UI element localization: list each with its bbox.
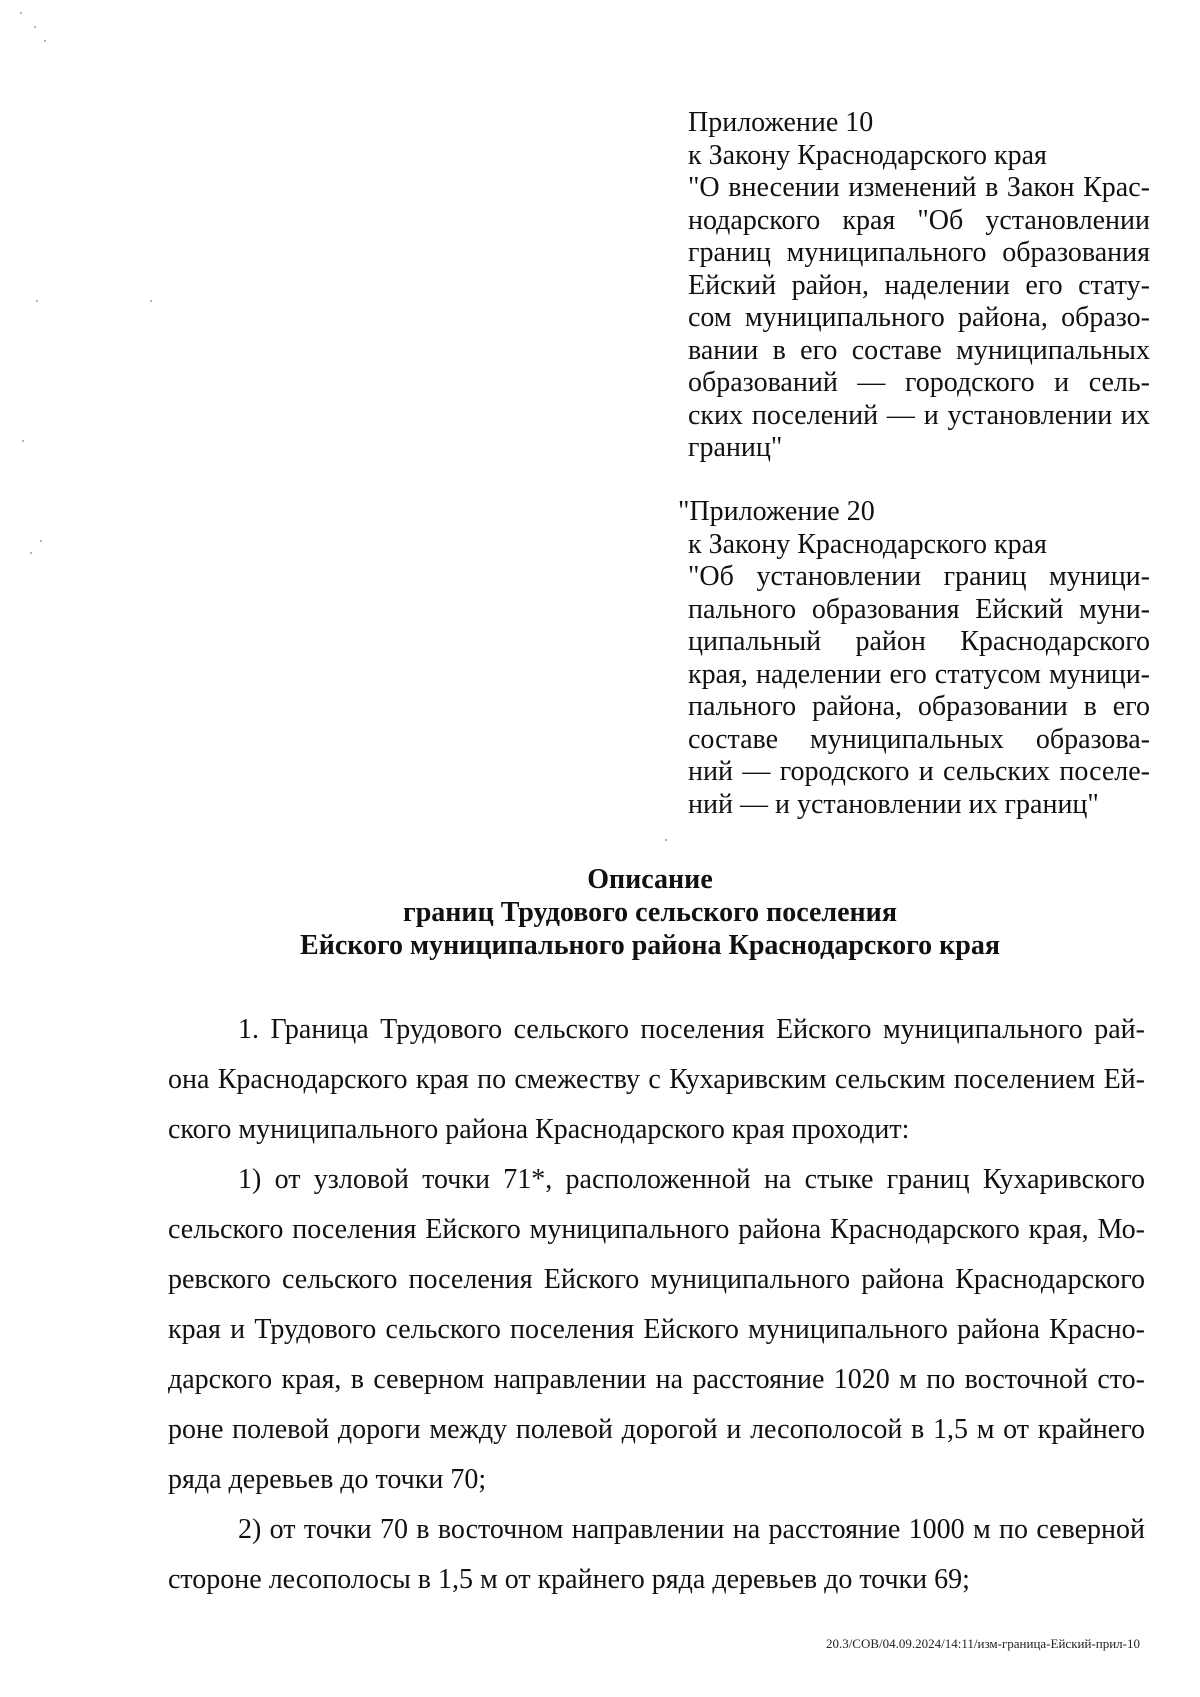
paragraph-1	[168, 1005, 1145, 1155]
scan-speck	[665, 839, 667, 841]
title-line-2: границ Трудового сельского поселения	[403, 897, 897, 928]
body-line: сельского поселения Ейского муниципального района Краснодарского края, Мо-	[168, 1214, 1145, 1245]
scan-speck	[40, 540, 42, 542]
body-line: ряда деревьев до точки 70;	[168, 1464, 487, 1495]
body-line: стороне лесополосы в 1,5 м от крайнего ряда деревьев до точки 69;	[168, 1564, 970, 1595]
appendix-20-line: ний — и установлении их границ"	[688, 788, 1099, 820]
appendix-10-line: "О внесении изменений в Закон Крас-	[688, 172, 1150, 203]
appendix-10-line: границ муниципального образования	[688, 237, 1150, 268]
scan-speck	[36, 300, 38, 302]
appendix-20-line: "Приложение 20	[678, 496, 875, 527]
title-line-3: Ейского муниципального района Краснодарского края	[300, 930, 1000, 961]
appendix-20-line: "Об установлении границ муници-	[688, 561, 1150, 592]
appendix-20-line: края, наделении его статусом муници-	[688, 658, 1150, 690]
appendix-10-line: сом муниципального района, образо-	[688, 302, 1150, 333]
appendix-10-header	[688, 107, 1150, 465]
appendix-20-line: составе муниципальных образова-	[688, 723, 1150, 755]
body-line: ревского сельского поселения Ейского муниципального района Краснодарского	[168, 1264, 1145, 1295]
appendix-20-line: к Закону Краснодарского края	[688, 528, 1047, 560]
appendix-20-header	[678, 496, 1150, 821]
appendix-10-line: Приложение 10	[688, 107, 874, 138]
appendix-10-line: нодарского края "Об установлении	[688, 204, 1150, 236]
body-line: 1. Граница Трудового сельского поселения Ейского муниципального рай-	[238, 1014, 1145, 1045]
appendix-10-line: границ"	[688, 432, 783, 463]
body-line: края и Трудового сельского поселения Ейского муниципального района Красно-	[168, 1314, 1145, 1345]
document-body	[168, 1005, 1145, 1605]
scan-speck	[22, 440, 24, 442]
body-line: ского муниципального района Краснодарского края проходит:	[168, 1114, 910, 1145]
appendix-10-line: образований — городского и сель-	[688, 367, 1150, 398]
appendix-10-line: к Закону Краснодарского края	[688, 139, 1047, 171]
document-title	[150, 863, 1150, 962]
appendix-20-line: пального образования Ейский муни-	[688, 593, 1150, 625]
appendix-10-line: ских поселений — и установлении их	[688, 399, 1150, 431]
paragraph-2	[168, 1155, 1145, 1505]
scan-speck	[30, 552, 32, 554]
scan-speck	[44, 40, 46, 42]
scan-speck	[34, 26, 36, 28]
appendix-20-line: ний — городского и сельских поселе-	[688, 756, 1150, 787]
body-line: 1) от узловой точки 71*, расположенной на стыке границ Кухаривского	[238, 1164, 1145, 1195]
paragraph-3	[168, 1505, 1145, 1605]
footer-document-code: 20.3/СОВ/04.09.2024/14:11/изм-граница-Ейский-прил-10	[825, 1636, 1140, 1651]
body-line: дарского края, в северном направлении на расстояние 1020 м по восточной сто-	[168, 1364, 1145, 1395]
appendix-10-line: вании в его составе муниципальных	[688, 334, 1150, 366]
appendix-20-line: ципальный район Краснодарского	[688, 626, 1150, 657]
body-line: она Краснодарского края по смежеству с Кухаривским сельским поселением Ей-	[168, 1064, 1145, 1095]
title-line-1: Описание	[587, 864, 713, 895]
body-line: 2) от точки 70 в восточном направлении на расстояние 1000 м по северной	[238, 1514, 1145, 1545]
body-line: роне полевой дороги между полевой дорогой и лесополосой в 1,5 м от крайнего	[168, 1414, 1145, 1445]
scan-speck	[150, 300, 152, 302]
scan-speck	[20, 12, 22, 14]
appendix-20-line: пального района, образовании в его	[688, 691, 1150, 722]
appendix-10-line: Ейский район, наделении его стату-	[688, 269, 1150, 301]
